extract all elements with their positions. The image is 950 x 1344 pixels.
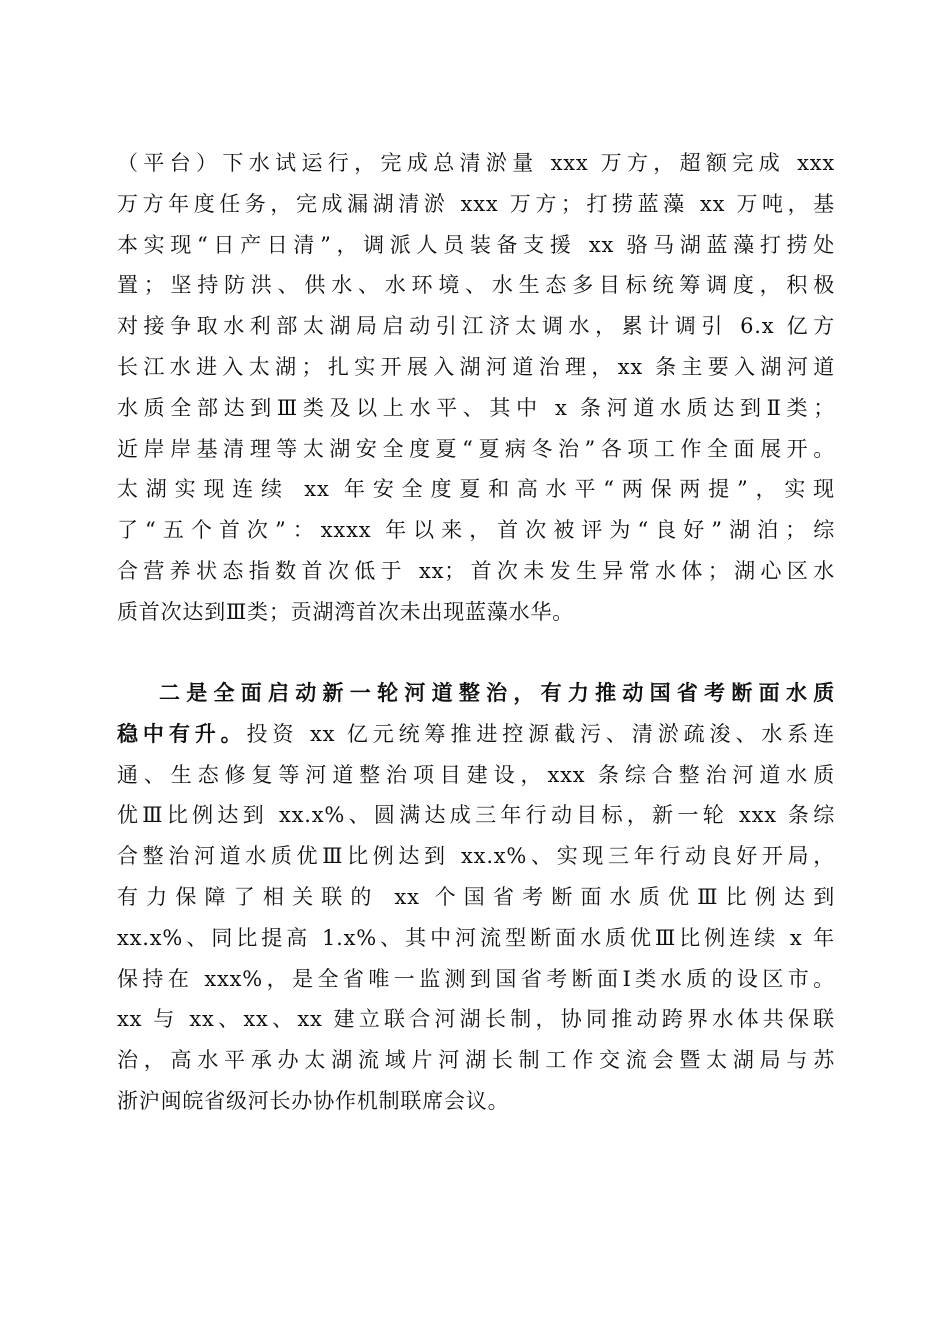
text-line: 优Ⅲ比例达到 xx.x%、圆满达成三年行动目标，新一轮 xxx 条综 [117,803,835,828]
text-line: 水质全部达到Ⅲ类及以上水平、其中 x 条河道水质达到Ⅱ类； [117,395,835,420]
text-line: 浙沪闽皖省级河长办协作机制联席会议。 [117,1088,510,1113]
text-line: 保持在 xxx%，是全省唯一监测到国省考断面Ⅰ类水质的设区市。 [117,966,835,991]
text-line: 治，高水平承办太湖流域片河湖长制工作交流会暨太湖局与苏 [117,1048,835,1073]
text-line: 长江水进入太湖；扎实开展入湖河道治理，xx 条主要入湖河道 [117,354,835,379]
text-line: xx.x%、同比提高 1.x%、其中河流型断面水质优Ⅲ比例连续 x 年 [117,925,835,950]
text-line: 合整治河道水质优Ⅲ比例达到 xx.x%、实现三年行动良好开局， [117,844,835,869]
text-line: 了“五个首次”：xxxx 年以来，首次被评为“良好”湖泊；综 [117,518,835,543]
text-line: 本实现“日产日清”，调派人员装备支援 xx 骆马湖蓝藻打捞处 [117,232,835,257]
text-line-rest: 投资 xx 亿元统筹推进控源截污、清淤疏浚、水系连 [246,721,835,746]
text-line: 合营养状态指数首次低于 xx；首次未发生异常水体；湖心区水 [117,558,835,583]
text-line: 太湖实现连续 xx 年安全度夏和高水平“两保两提”，实现 [117,477,835,502]
text-line: 质首次达到Ⅲ类；贡湖湾首次未出现蓝藻水华。 [117,599,575,624]
text-line: 通、生态修复等河道整治项目建设，xxx 条综合整治河道水质 [117,762,835,787]
text-line: 置；坚持防洪、供水、水环境、水生态多目标统筹调度，积极 [117,273,835,298]
text-line [117,714,835,755]
text-line: 万方年度任务，完成漏湖清淤 xxx 万方；打捞蓝藻 xx 万吨，基 [117,191,835,216]
paragraph-heading: 二是全面启动新一轮河道整治，有力推动国省考断面水质 [159,680,835,705]
text-line: （平台）下水试运行，完成总清淤量 xxx 万方，超额完成 xxx [117,151,835,175]
text-line: 近岸岸基清理等太湖安全度夏“夏病冬治”各项工作全面展开。 [117,436,835,461]
text-line: 有力保障了相关联的 xx 个国省考断面水质优Ⅲ比例达到 [117,884,835,909]
paragraph-heading-end: 稳中有升。 [117,720,247,746]
paragraph-river-remediation [117,673,835,1122]
text-line: 对接争取水利部太湖局启动引江济太调水，累计调引 6.x 亿方 [117,314,835,339]
paragraph-taihu-governance [117,143,835,633]
text-line: xx 与 xx、xx、xx 建立联合河湖长制，协同推动跨界水体共保联 [117,1007,835,1032]
